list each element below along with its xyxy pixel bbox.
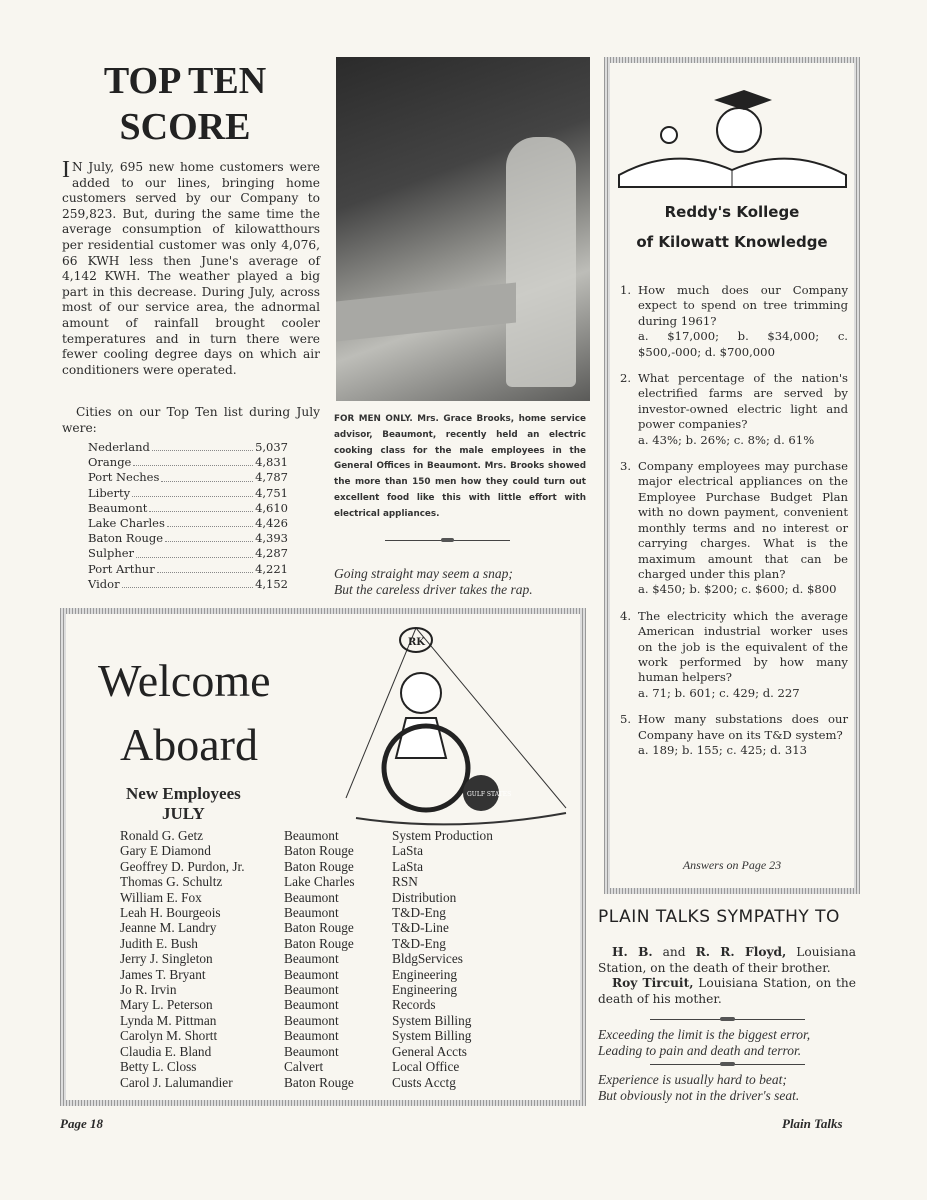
city-value: 4,221 xyxy=(255,561,288,576)
city-row xyxy=(88,516,288,531)
quiz-question xyxy=(620,283,848,360)
employee-row xyxy=(120,828,493,843)
employee-location: Beaumont xyxy=(284,828,339,843)
employee-name: Geoffrey D. Purdon, Jr. xyxy=(120,858,245,874)
employee-name: Jo R. Irvin xyxy=(120,982,177,998)
employee-department: Engineering xyxy=(392,982,457,998)
new-employees-heading xyxy=(126,784,241,824)
question-options: a. 71; b. 601; c. 429; d. 227 xyxy=(638,685,800,700)
month: JULY xyxy=(161,804,205,823)
employee-row xyxy=(120,1028,493,1043)
reddy-graduate-book-illustration xyxy=(614,65,850,190)
city-name: Port Neches xyxy=(88,470,160,485)
sympathy-heading: PLAIN TALKS SYMPATHY TO xyxy=(598,907,840,927)
city-value: 4,393 xyxy=(255,531,288,546)
employee-location: Baton Rouge xyxy=(284,843,354,859)
employee-location: Baton Rouge xyxy=(284,858,354,874)
employee-name: Ronald G. Getz xyxy=(120,828,204,843)
safety-poem-1 xyxy=(334,566,533,598)
dot-leader xyxy=(157,562,253,573)
text: and xyxy=(652,945,696,959)
dot-leader xyxy=(165,531,253,542)
employee-department: T&D-Line xyxy=(392,920,449,936)
city-row xyxy=(88,486,288,501)
aboard-title: Aboard xyxy=(120,719,258,770)
publication-name: Plain Talks xyxy=(782,1116,843,1131)
question-text: What percentage of the nation's electrified farms are served by investor-owned electric light and power companies? xyxy=(638,371,848,432)
article-text: N July, 695 new home customers were added to our lines, bringing home customers served by our Company to 259,823. But, during the same time the average consumption of kilowatthours per residential customer was only 4,076, 66 KWH less then June's average of 4,142 KWH. The weather played a big part in this decrease. During July, across most of our service area, the adnormal amount of rainfall brought cooler temperatures and in turn there were fewer cooling degree days on which air conditioners were operated. xyxy=(62,160,320,377)
employee-location: Lake Charles xyxy=(284,874,355,890)
caption-text: Mrs. Grace Brooks, home service advisor, Beaumont, recently held an electric cooking class for the male employees in the General Offices in Beaumont. Mrs. Brooks showed the more than 150 men how they could turn out excellent food like this with little effort with electrical appliances. xyxy=(334,414,586,519)
question-options: a. 189; b. 155; c. 425; d. 313 xyxy=(638,742,808,757)
city-name: Nederland xyxy=(88,440,150,454)
city-name: Vidor xyxy=(88,576,120,591)
quiz-title: Reddy's Kollege xyxy=(664,203,800,221)
poem-line: But obviously not in the driver's seat. xyxy=(598,1088,800,1103)
employee-location: Beaumont xyxy=(284,951,339,967)
employee-row xyxy=(120,874,493,889)
employee-department: LaSta xyxy=(392,843,424,859)
city-value: 4,831 xyxy=(255,455,288,470)
employee-name: Carol J. Lalumandier xyxy=(120,1074,233,1090)
employee-row xyxy=(120,1059,493,1074)
city-row xyxy=(88,546,288,561)
employee-department: System Billing xyxy=(392,1028,472,1044)
photo-caption xyxy=(334,412,586,523)
reddys-kollege-box xyxy=(604,57,860,894)
employee-row xyxy=(120,997,493,1012)
text: Louisiana Station, on the death of his mother. xyxy=(598,976,856,1006)
employee-department: T&D-Eng xyxy=(392,905,446,921)
question-text: Company employees may purchase major electrical appliances on the Employee Purchase Budget Plan with no down payment, convenient monthly terms and no interest or carrying charges. What is the maximum amount that can be charged under this plan? xyxy=(638,459,848,581)
question-text: How much does our Company expect to spend on tree trimming during 1961? xyxy=(638,283,848,328)
employee-name: Gary E Diamond xyxy=(120,843,211,859)
dot-leader xyxy=(149,501,253,512)
page-number: Page 18 xyxy=(60,1116,103,1131)
employee-location: Baton Rouge xyxy=(284,920,354,936)
employee-department: T&D-Eng xyxy=(392,935,446,951)
quiz-question xyxy=(620,712,848,758)
city-row xyxy=(88,470,288,485)
city-name: Lake Charles xyxy=(88,516,165,531)
city-name: Orange xyxy=(88,455,132,470)
city-name: Sulpher xyxy=(88,546,135,561)
employee-row xyxy=(120,982,493,997)
name: H. B. xyxy=(612,945,653,959)
badge-text: GULF STATES xyxy=(467,791,512,798)
employee-name: Carolyn M. Shortt xyxy=(120,1028,218,1044)
city-name: Beaumont xyxy=(88,500,148,515)
quiz-question xyxy=(620,371,848,448)
dot-leader xyxy=(161,470,253,481)
dot-leader xyxy=(152,440,253,451)
name: Roy Tircuit, xyxy=(612,976,694,991)
city-name: Port Arthur xyxy=(88,561,155,576)
employee-department: BldgServices xyxy=(392,951,463,967)
employee-location: Beaumont xyxy=(284,889,339,905)
employee-location: Beaumont xyxy=(284,1043,339,1059)
employee-name: Leah H. Bourgeois xyxy=(120,905,221,921)
city-row xyxy=(88,501,288,516)
city-value: 4,610 xyxy=(255,500,288,515)
city-name: Liberty xyxy=(88,485,131,500)
top-ten-title xyxy=(60,58,310,150)
employee-department: LaSta xyxy=(392,858,424,874)
employee-department: Distribution xyxy=(392,889,457,905)
question-number: 3. xyxy=(620,459,632,474)
employee-name: Jeanne M. Landry xyxy=(120,920,217,936)
dot-leader xyxy=(122,577,253,588)
quiz-questions xyxy=(620,283,848,769)
subtitle: New Employees xyxy=(126,784,241,803)
employee-location: Calvert xyxy=(284,1059,324,1075)
employee-row xyxy=(120,843,493,858)
question-options: a. 43%; b. 26%; c. 8%; d. 61% xyxy=(638,432,815,447)
welcome-title: Welcome xyxy=(98,655,271,706)
name: R. R. Floyd, xyxy=(695,945,787,959)
employee-row xyxy=(120,1013,493,1028)
dot-leader xyxy=(167,516,253,527)
employee-row xyxy=(120,920,493,935)
employee-location: Beaumont xyxy=(284,997,339,1013)
caption-lead: FOR MEN ONLY. xyxy=(334,414,413,424)
ornament-divider xyxy=(650,1019,805,1020)
employee-department: General Accts xyxy=(392,1043,467,1059)
quiz-question xyxy=(620,609,848,701)
city-row xyxy=(88,577,288,592)
cooking-class-photo xyxy=(336,57,590,401)
city-row xyxy=(88,440,288,455)
text: Louisiana Station, on the death of their brother. xyxy=(598,945,856,975)
dot-leader xyxy=(132,486,253,497)
reddy-kilowatt-ship-wheel-illustration xyxy=(336,618,576,833)
employee-name: James T. Bryant xyxy=(120,966,206,982)
employee-name: Claudia E. Bland xyxy=(120,1043,212,1059)
employee-name: Mary L. Peterson xyxy=(120,997,213,1013)
poem-line: But the careless driver takes the rap. xyxy=(334,582,533,597)
employee-name: Betty L. Closs xyxy=(120,1059,197,1075)
ornament-divider xyxy=(385,540,510,541)
employee-row xyxy=(120,967,493,982)
employee-name: Jerry J. Singleton xyxy=(120,951,213,967)
employee-location: Beaumont xyxy=(284,1012,339,1028)
employee-department: System Production xyxy=(392,828,493,843)
employee-department: Local Office xyxy=(392,1059,460,1075)
safety-poem-3 xyxy=(598,1072,799,1104)
poem-line: Leading to pain and death and terror. xyxy=(598,1043,802,1058)
cities-intro: Cities on our Top Ten list during July were: xyxy=(62,405,320,435)
city-row xyxy=(88,562,288,577)
poem-line: Experience is usually hard to beat; xyxy=(598,1072,787,1087)
employee-name: Thomas G. Schultz xyxy=(120,874,223,890)
employee-row xyxy=(120,905,493,920)
city-value: 5,037 xyxy=(255,440,288,454)
answers-note: Answers on Page 23 xyxy=(682,858,782,872)
ornament-divider xyxy=(650,1064,805,1065)
dot-leader xyxy=(133,455,253,466)
city-row xyxy=(88,455,288,470)
question-number: 4. xyxy=(620,608,632,623)
safety-poem-2 xyxy=(598,1027,810,1059)
quiz-question xyxy=(620,459,848,598)
city-name: Baton Rouge xyxy=(88,531,164,546)
question-options: a. $17,000; b. $34,000; c. $500,-000; d. $700,000 xyxy=(638,329,848,359)
employee-department: Records xyxy=(392,997,436,1013)
title-line: SCORE xyxy=(119,106,251,148)
employee-row xyxy=(120,936,493,951)
poem-line: Going straight may seem a snap; xyxy=(334,566,513,581)
sympathy-text xyxy=(598,945,856,1007)
city-value: 4,287 xyxy=(255,546,288,561)
employee-location: Beaumont xyxy=(284,966,339,982)
cities-list xyxy=(88,440,288,592)
employee-location: Beaumont xyxy=(284,982,339,998)
question-options: a. $450; b. $200; c. $600; d. $800 xyxy=(638,582,837,597)
top-ten-article xyxy=(62,157,320,378)
employee-department: RSN xyxy=(392,874,418,890)
quiz-subtitle: of Kilowatt Knowledge xyxy=(636,233,828,251)
city-value: 4,787 xyxy=(255,470,288,485)
title-line: TOP TEN xyxy=(103,60,267,102)
employee-row xyxy=(120,951,493,966)
employee-department: Custs Acctg xyxy=(392,1074,456,1090)
employee-name: Lynda M. Pittman xyxy=(120,1012,217,1028)
question-text: How many substations does our Company have on its T&D system? xyxy=(638,712,848,742)
dot-leader xyxy=(136,546,253,557)
city-value: 4,751 xyxy=(255,485,288,500)
question-number: 2. xyxy=(620,371,632,386)
employee-row xyxy=(120,859,493,874)
city-value: 4,152 xyxy=(255,576,288,591)
employee-name: Judith E. Bush xyxy=(120,935,198,951)
question-number: 1. xyxy=(620,283,632,297)
employee-row xyxy=(120,890,493,905)
employee-department: Engineering xyxy=(392,966,457,982)
question-text: The electricity which the average American industrial worker uses on the job is the equivalent of the work performed by how many human helpers? xyxy=(638,608,848,685)
employee-location: Baton Rouge xyxy=(284,1074,354,1090)
question-number: 5. xyxy=(620,712,632,727)
drop-cap: I xyxy=(62,157,70,183)
employee-department: System Billing xyxy=(392,1012,472,1028)
employee-name: William E. Fox xyxy=(120,889,202,905)
city-value: 4,426 xyxy=(255,516,288,531)
employee-table xyxy=(120,828,493,1090)
city-row xyxy=(88,531,288,546)
employee-row xyxy=(120,1075,493,1090)
logo-text: RK xyxy=(408,637,426,648)
employee-location: Beaumont xyxy=(284,1028,339,1044)
employee-location: Beaumont xyxy=(284,905,339,921)
poem-line: Exceeding the limit is the biggest error, xyxy=(598,1027,811,1042)
employee-location: Baton Rouge xyxy=(284,935,354,951)
employee-row xyxy=(120,1044,493,1059)
